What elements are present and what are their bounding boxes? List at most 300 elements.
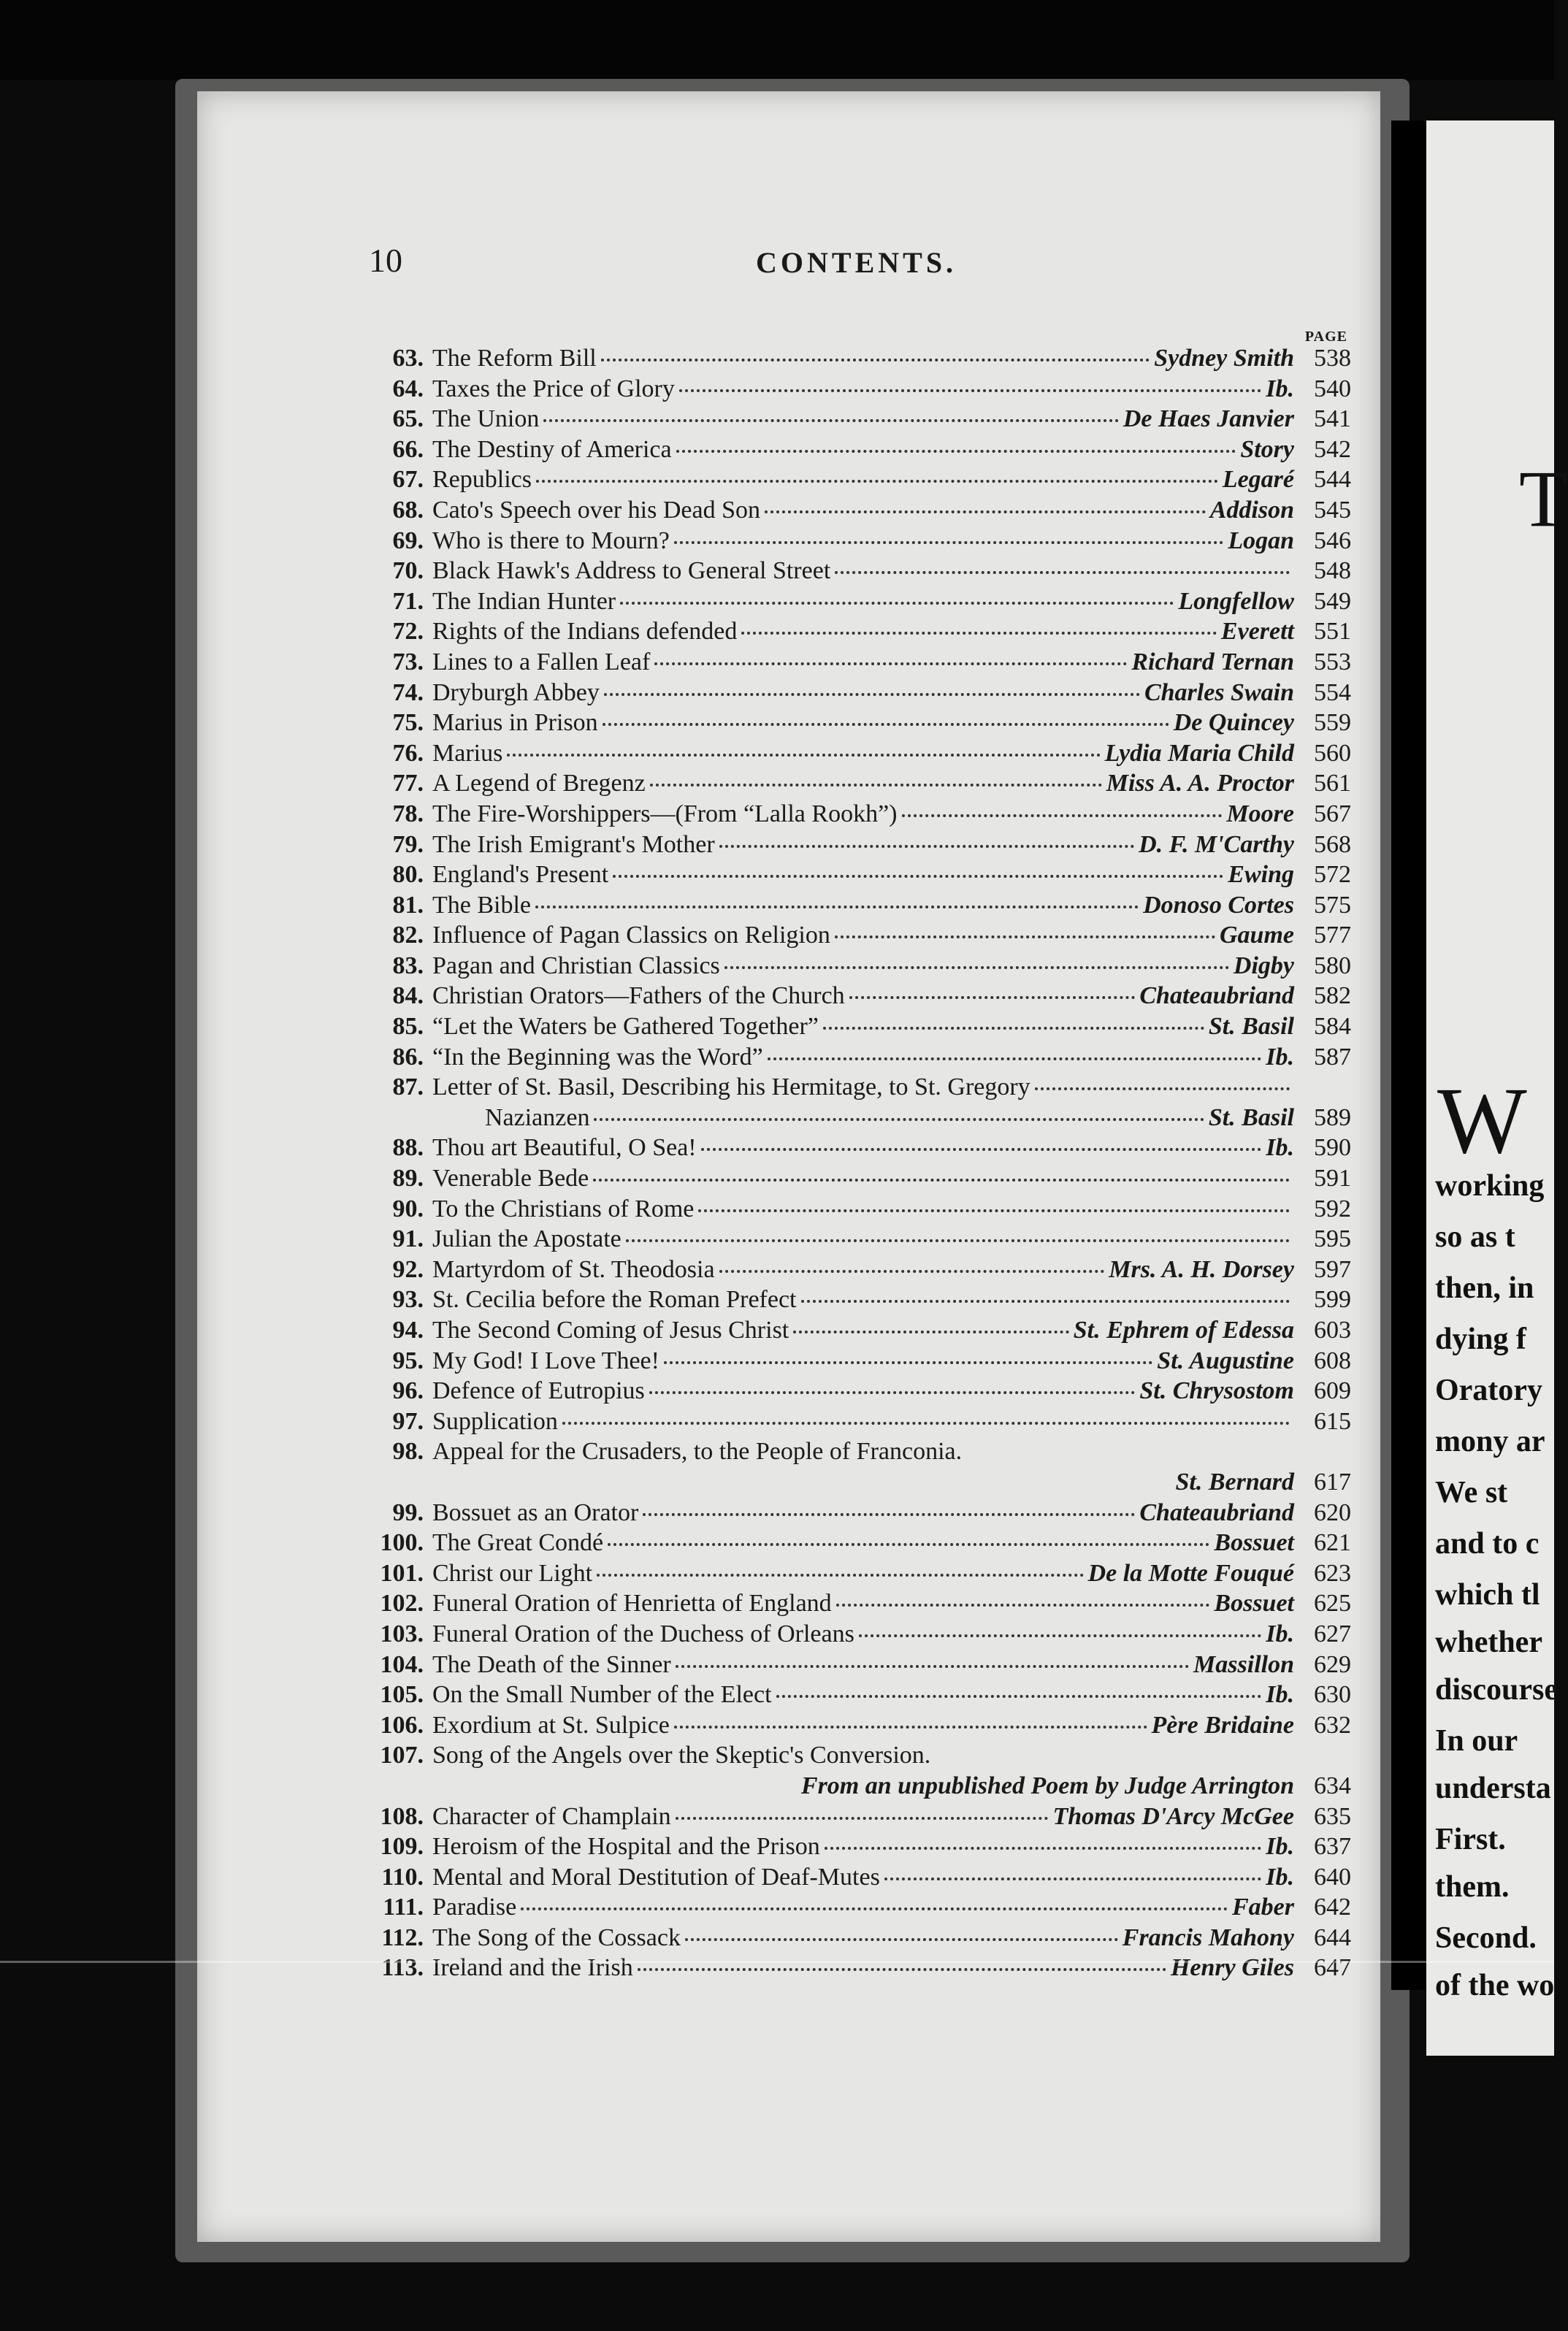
entry-author: Donoso Cortes	[1143, 891, 1294, 919]
toc-entry	[343, 1528, 1351, 1558]
entry-author: Longfellow	[1178, 587, 1294, 615]
toc-entry	[343, 1163, 1351, 1194]
entry-page: 560	[1314, 739, 1351, 767]
entry-number: 108.	[380, 1802, 424, 1830]
entry-title: The Song of the Cossack	[432, 1924, 681, 1951]
entry-number: 90.	[392, 1195, 424, 1222]
entry-page: 625	[1314, 1590, 1351, 1618]
entry-title: Supplication	[432, 1407, 558, 1435]
entry-page: 559	[1314, 709, 1351, 737]
entry-page: 546	[1314, 527, 1351, 554]
leader-dots	[674, 1726, 1147, 1729]
right-page-fragment: whether	[1435, 1626, 1542, 1659]
leader-dots	[676, 450, 1236, 453]
entry-page: 545	[1314, 496, 1351, 524]
entry-number: 95.	[392, 1347, 424, 1374]
entry-page: 577	[1314, 922, 1351, 949]
toc-entry	[343, 464, 1351, 495]
entry-number: 80.	[392, 861, 424, 889]
entry-author: St. Ephrem of Edessa	[1073, 1317, 1294, 1344]
entry-author: Story	[1240, 435, 1294, 463]
leader-dots	[724, 966, 1229, 969]
leader-dots	[603, 723, 1169, 726]
entry-title: Christ our Light	[432, 1559, 593, 1587]
entry-page: 595	[1314, 1225, 1351, 1253]
entry-number: 70.	[392, 557, 424, 585]
entry-title: Martyrdom of St. Theodosia	[432, 1255, 715, 1283]
leader-dots	[654, 662, 1127, 665]
leader-dots	[604, 693, 1140, 696]
entry-author: Addison	[1209, 496, 1294, 524]
entry-title: Black Hawk's Address to General Street	[432, 557, 831, 585]
entry-author: Ib.	[1266, 1043, 1294, 1071]
toc-entry	[343, 1740, 1351, 1771]
entry-number: 71.	[392, 587, 424, 615]
entry-page: 599	[1314, 1286, 1351, 1314]
toc-entry	[343, 1832, 1351, 1862]
entry-title: Rights of the Indians defended	[432, 618, 738, 646]
entry-page: 603	[1314, 1317, 1351, 1344]
entry-author: Thomas D'Arcy McGee	[1052, 1802, 1294, 1830]
entry-author: Moore	[1226, 800, 1294, 827]
entry-number: 67.	[392, 466, 424, 494]
entry-page: 549	[1314, 587, 1351, 615]
entry-title: Heroism of the Hospital and the Prison	[432, 1833, 820, 1861]
entry-number: 106.	[380, 1711, 424, 1739]
toc-entry	[343, 1103, 1351, 1133]
entry-title: Venerable Bede	[432, 1165, 589, 1193]
toc-entry	[343, 343, 1351, 374]
entry-title: Cato's Speech over his Dead Son	[432, 496, 760, 524]
entry-number: 104.	[380, 1650, 424, 1678]
entry-title: Defence of Eutropius	[432, 1377, 645, 1405]
entry-title: Paradise	[432, 1894, 517, 1921]
entry-author: Chateaubriand	[1139, 982, 1294, 1010]
toc-entry	[343, 920, 1351, 951]
entry-number: 97.	[392, 1407, 424, 1435]
leader-dots	[835, 571, 1290, 574]
entry-page: 553	[1314, 648, 1351, 675]
leader-dots	[664, 1361, 1152, 1364]
toc-entry	[343, 1255, 1351, 1285]
entry-page: 632	[1314, 1711, 1351, 1739]
entry-author: Charles Swain	[1144, 678, 1294, 706]
toc-entry	[343, 1315, 1351, 1346]
entry-title: Exordium at St. Sulpice	[432, 1711, 670, 1739]
toc-entry	[343, 1011, 1351, 1042]
toc-entry	[343, 1953, 1351, 1983]
page-number: 10	[369, 242, 402, 279]
entry-title: “Let the Waters be Gathered Together”	[432, 1013, 819, 1041]
scan-artifact-line	[0, 1961, 1554, 1963]
toc-entry	[343, 1072, 1351, 1103]
entry-number: 92.	[392, 1255, 424, 1283]
entry-title: Appeal for the Crusaders, to the People of Franconia.	[432, 1438, 963, 1466]
leader-dots	[674, 541, 1224, 544]
entry-author: Père Bridaine	[1151, 1711, 1294, 1739]
entry-number: 105.	[380, 1681, 424, 1709]
entry-page: 623	[1314, 1559, 1351, 1587]
toc-entry	[343, 1619, 1351, 1650]
leader-dots	[825, 1847, 1262, 1850]
right-page-fragment: W	[1437, 1068, 1524, 1174]
entry-title: Julian the Apostate	[432, 1225, 622, 1253]
right-page-fragment: of the wo	[1435, 1969, 1555, 2002]
page-title: CONTENTS.	[756, 246, 957, 279]
entry-number: 82.	[392, 922, 424, 949]
toc-entry	[343, 1771, 1351, 1802]
leader-dots	[776, 1695, 1262, 1698]
entry-title: The Reform Bill	[432, 345, 597, 372]
entry-page: 589	[1314, 1103, 1351, 1131]
entry-title: To the Christians of Rome	[432, 1195, 695, 1222]
leader-dots	[643, 1513, 1135, 1516]
entry-number: 84.	[392, 982, 424, 1010]
entry-title: Letter of St. Basil, Describing his Hermitage, to St. Gregory	[432, 1073, 1030, 1101]
entry-page: 540	[1314, 375, 1351, 402]
entry-title: Christian Orators—Fathers of the Church	[432, 982, 845, 1010]
entry-title: St. Cecilia before the Roman Prefect	[432, 1286, 797, 1314]
leader-dots	[884, 1878, 1261, 1880]
entry-number: 72.	[392, 618, 424, 646]
entry-author: Legaré	[1222, 466, 1294, 494]
entry-title: The Death of the Sinner	[432, 1650, 671, 1678]
leader-dots	[597, 1574, 1083, 1577]
toc-entry	[343, 616, 1351, 647]
entry-title: The Fire-Worshippers—(From “Lalla Rookh”)	[432, 800, 898, 827]
toc-entry	[343, 1498, 1351, 1528]
entry-page: 627	[1314, 1620, 1351, 1647]
toc-entry	[343, 768, 1351, 799]
entry-number: 87.	[392, 1073, 424, 1101]
entry-author: Ib.	[1266, 1863, 1294, 1891]
right-page-fragment: mony ar	[1435, 1425, 1545, 1458]
toc-entry	[343, 1650, 1351, 1680]
entry-author: Chateaubriand	[1139, 1498, 1294, 1526]
toc-entry	[343, 1376, 1351, 1406]
entry-page: 620	[1314, 1498, 1351, 1526]
leader-dots	[685, 1938, 1118, 1941]
leader-dots	[650, 784, 1102, 786]
toc-entry	[343, 435, 1351, 465]
entry-page: 617	[1314, 1468, 1351, 1496]
entry-page: 582	[1314, 982, 1351, 1010]
entry-author: St. Basil	[1208, 1013, 1294, 1041]
entry-number: 83.	[392, 952, 424, 979]
right-page-fragment: them.	[1435, 1870, 1510, 1904]
entry-number: 102.	[380, 1590, 424, 1618]
leader-dots	[1035, 1087, 1290, 1090]
entry-title: Funeral Oration of the Duchess of Orleans	[432, 1620, 854, 1647]
entry-author: Ib.	[1266, 1620, 1294, 1647]
entry-author: Ib.	[1266, 1134, 1294, 1162]
leader-dots	[801, 1300, 1290, 1303]
toc-entry	[343, 495, 1351, 526]
leader-dots	[793, 1331, 1068, 1333]
leader-dots	[543, 419, 1118, 422]
leader-dots	[601, 359, 1150, 361]
leader-dots	[536, 480, 1218, 483]
toc-entry	[343, 1224, 1351, 1255]
right-page-fragment: understa	[1435, 1772, 1551, 1805]
entry-title: Taxes the Price of Glory	[432, 375, 675, 402]
entry-number: 73.	[392, 648, 424, 675]
leader-dots	[507, 754, 1100, 757]
table-of-contents	[343, 343, 1351, 1983]
entry-number: 103.	[380, 1620, 424, 1647]
entry-title: Marius	[432, 739, 503, 767]
toc-entry	[343, 1133, 1351, 1163]
entry-author: De Haes Janvier	[1123, 405, 1294, 433]
toc-entry	[343, 738, 1351, 769]
right-page-fragment: First.	[1435, 1823, 1506, 1856]
leader-dots	[741, 632, 1217, 635]
toc-entry	[343, 1042, 1351, 1073]
entry-page: 591	[1314, 1165, 1351, 1193]
toc-entry	[343, 708, 1351, 738]
entry-title: Mental and Moral Destitution of Deaf-Mutes	[432, 1863, 880, 1891]
entry-page: 572	[1314, 861, 1351, 889]
leader-dots	[676, 1817, 1049, 1820]
toc-entry	[343, 678, 1351, 708]
entry-number: 86.	[392, 1043, 424, 1071]
entry-page: 575	[1314, 891, 1351, 919]
toc-entry	[343, 1862, 1351, 1893]
toc-entry	[343, 1680, 1351, 1710]
toc-entry	[343, 1285, 1351, 1315]
leader-dots	[835, 935, 1215, 938]
entry-page: 608	[1314, 1347, 1351, 1374]
entry-page: 640	[1314, 1863, 1351, 1891]
entry-page: 630	[1314, 1681, 1351, 1709]
entry-number: 63.	[392, 345, 424, 372]
entry-number: 113.	[381, 1954, 424, 1982]
entry-page: 568	[1314, 830, 1351, 858]
right-page-fragment: Second.	[1435, 1921, 1537, 1955]
entry-author: Gaume	[1220, 922, 1294, 949]
entry-page: 590	[1314, 1134, 1351, 1162]
entry-number: 98.	[392, 1438, 424, 1466]
entry-number: 110.	[381, 1863, 424, 1891]
entry-number: 65.	[392, 405, 424, 433]
entry-page: 597	[1314, 1255, 1351, 1283]
entry-author: Sydney Smith	[1154, 345, 1294, 372]
entry-page: 637	[1314, 1833, 1351, 1861]
page-header	[369, 241, 1347, 345]
entry-number: 74.	[392, 678, 424, 706]
entry-title: The Indian Hunter	[432, 587, 616, 615]
entry-number: 66.	[392, 435, 424, 463]
toc-entry	[343, 1467, 1351, 1498]
entry-page: 644	[1314, 1924, 1351, 1951]
scan-background	[0, 0, 1554, 80]
toc-entry	[343, 1194, 1351, 1225]
entry-title: A Legend of Bregenz	[432, 770, 646, 797]
entry-author: St. Basil	[1208, 1103, 1294, 1131]
toc-entry	[343, 1710, 1351, 1741]
entry-author: Everett	[1220, 618, 1294, 646]
entry-author: Francis Mahony	[1122, 1924, 1294, 1951]
leader-dots	[765, 510, 1206, 513]
leader-dots	[719, 845, 1134, 848]
toc-entry	[343, 890, 1351, 921]
entry-page: 635	[1314, 1802, 1351, 1830]
entry-title: Lines to a Fallen Leaf	[432, 648, 651, 675]
leader-dots	[676, 1665, 1189, 1668]
entry-title: Character of Champlain	[432, 1802, 671, 1830]
entry-number: 96.	[392, 1377, 424, 1405]
entry-title: “In the Beginning was the Word”	[432, 1043, 763, 1071]
leader-dots	[562, 1422, 1290, 1425]
entry-number: 111.	[383, 1894, 424, 1921]
entry-title: On the Small Number of the Elect	[432, 1681, 772, 1709]
entry-number: 91.	[392, 1225, 424, 1253]
leader-dots	[679, 389, 1261, 392]
entry-author: Logan	[1228, 527, 1294, 554]
leader-dots	[859, 1634, 1261, 1637]
toc-entry	[343, 586, 1351, 617]
leader-dots	[701, 1148, 1262, 1151]
entry-author: Miss A. A. Proctor	[1106, 770, 1294, 797]
leader-dots	[836, 1604, 1210, 1607]
entry-page: 647	[1314, 1954, 1351, 1982]
toc-entry	[343, 1923, 1351, 1953]
entry-author: De la Motte Fouqué	[1087, 1559, 1294, 1587]
entry-author: Faber	[1232, 1894, 1294, 1921]
right-page-fragment: discourse	[1435, 1673, 1558, 1707]
leader-dots	[902, 814, 1223, 817]
entry-page: 609	[1314, 1377, 1351, 1405]
right-page-fragment: In our	[1435, 1724, 1518, 1758]
page-gutter-shadow	[1391, 120, 1426, 1990]
entry-page: 567	[1314, 800, 1351, 827]
entry-title: Song of the Angels over the Skeptic's Conversion.	[432, 1742, 931, 1769]
entry-author: De Quincey	[1173, 709, 1294, 737]
entry-number: 64.	[392, 375, 424, 402]
entry-author: Mrs. A. H. Dorsey	[1109, 1255, 1294, 1283]
entry-title: Nazianzen	[485, 1103, 590, 1131]
entry-title: Marius in Prison	[432, 709, 598, 737]
toc-entry	[343, 1346, 1351, 1377]
right-page-fragment: T	[1519, 454, 1568, 543]
entry-author: Henry Giles	[1170, 1954, 1294, 1982]
toc-entry	[343, 799, 1351, 830]
toc-entry	[343, 526, 1351, 556]
entry-author: Ib.	[1266, 375, 1294, 402]
right-page-fragment: so as t	[1435, 1220, 1515, 1254]
toc-entry	[343, 830, 1351, 860]
entry-page: 551	[1314, 618, 1351, 646]
entry-number: 112.	[381, 1924, 424, 1951]
entry-page: 561	[1314, 770, 1351, 797]
entry-page: 634	[1314, 1772, 1351, 1799]
entry-page: 592	[1314, 1195, 1351, 1222]
leader-dots	[649, 1391, 1136, 1394]
toc-entry	[343, 1436, 1351, 1467]
right-page-fragment: and to c	[1435, 1527, 1540, 1561]
toc-entry	[343, 1406, 1351, 1437]
entry-page: 541	[1314, 405, 1351, 433]
toc-entry	[343, 1588, 1351, 1619]
entry-title: The Union	[432, 405, 540, 433]
entry-number: 109.	[380, 1833, 424, 1861]
entry-number: 93.	[392, 1286, 424, 1314]
entry-title: Republics	[432, 466, 532, 494]
entry-title: England's Present	[432, 861, 609, 889]
entry-author: Ib.	[1266, 1681, 1294, 1709]
entry-page: 548	[1314, 557, 1351, 585]
toc-entry	[343, 860, 1351, 890]
toc-entry	[343, 1558, 1351, 1589]
toc-entry	[343, 404, 1351, 435]
entry-page: 580	[1314, 952, 1351, 979]
entry-title: The Great Condé	[432, 1529, 604, 1557]
right-page-fragment: then, in	[1435, 1271, 1534, 1305]
toc-entry	[343, 951, 1351, 981]
entry-number: 69.	[392, 527, 424, 554]
entry-page: 615	[1314, 1407, 1351, 1435]
toc-entry	[343, 556, 1351, 586]
entry-author: Ib.	[1266, 1833, 1294, 1861]
entry-title: Influence of Pagan Classics on Religion	[432, 922, 830, 949]
entry-title: Pagan and Christian Classics	[432, 952, 720, 979]
entry-title: The Irish Emigrant's Mother	[432, 830, 715, 858]
entry-number: 101.	[380, 1559, 424, 1587]
leader-dots	[613, 875, 1223, 878]
entry-author: Richard Ternan	[1131, 648, 1294, 675]
entry-number: 68.	[392, 496, 424, 524]
leader-dots	[535, 906, 1139, 908]
right-page-fragment: We st	[1435, 1476, 1508, 1509]
entry-page: 587	[1314, 1043, 1351, 1071]
entry-title: The Second Coming of Jesus Christ	[432, 1317, 789, 1344]
entry-title: Who is there to Mourn?	[432, 527, 670, 554]
entry-author: Bossuet	[1214, 1590, 1294, 1618]
entry-number: 78.	[392, 800, 424, 827]
entry-number: 77.	[392, 770, 424, 797]
entry-author: St. Augustine	[1157, 1347, 1294, 1374]
entry-number: 88.	[392, 1134, 424, 1162]
entry-author: Lydia Maria Child	[1104, 739, 1294, 767]
entry-title: Funeral Oration of Henrietta of England	[432, 1590, 832, 1618]
right-page-fragment: dying f	[1435, 1323, 1526, 1356]
entry-number: 89.	[392, 1165, 424, 1193]
entry-title: Ireland and the Irish	[432, 1954, 633, 1982]
entry-title: My God! I Love Thee!	[432, 1347, 659, 1374]
entry-page: 629	[1314, 1650, 1351, 1678]
toc-entry	[343, 647, 1351, 678]
leader-dots	[823, 1027, 1204, 1030]
entry-author: Massillon	[1193, 1650, 1294, 1678]
leader-dots	[521, 1907, 1228, 1910]
entry-page: 538	[1314, 345, 1351, 372]
entry-number: 100.	[380, 1529, 424, 1557]
leader-dots	[698, 1209, 1290, 1212]
entry-number: 79.	[392, 830, 424, 858]
entry-page: 642	[1314, 1894, 1351, 1921]
entry-page: 584	[1314, 1013, 1351, 1041]
entry-title: The Destiny of America	[432, 435, 672, 463]
entry-author: St. Chrysostom	[1139, 1377, 1294, 1405]
entry-author: Ewing	[1228, 861, 1294, 889]
entry-author: St. Bernard	[1175, 1468, 1294, 1496]
leader-dots	[849, 996, 1136, 999]
leader-dots	[608, 1543, 1209, 1546]
leader-dots	[719, 1270, 1105, 1273]
entry-title: Thou art Beautiful, O Sea!	[432, 1134, 697, 1162]
entry-page: 544	[1314, 466, 1351, 494]
entry-author: Digby	[1233, 952, 1294, 979]
